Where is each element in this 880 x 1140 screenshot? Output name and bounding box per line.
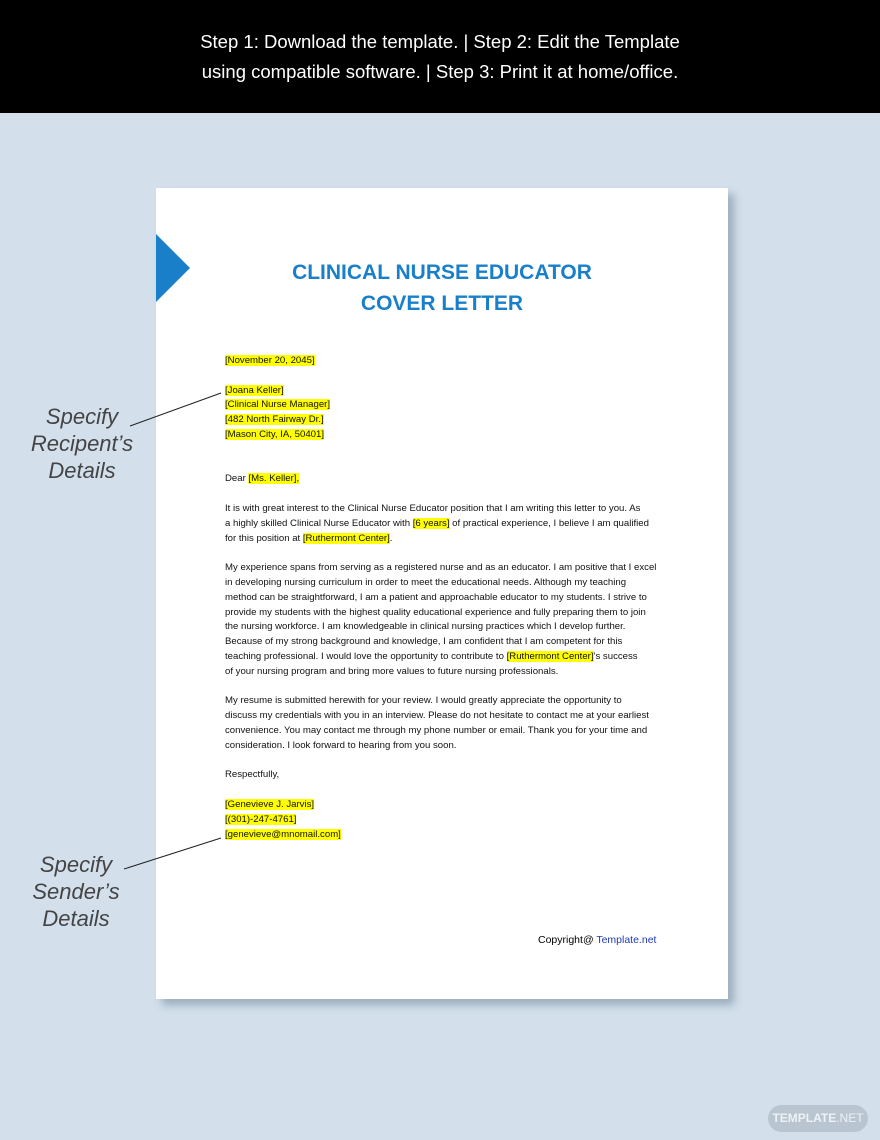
banner-line-2: using compatible software. | Step 3: Print it at home/office. <box>201 61 679 82</box>
copyright-label: Copyright@ <box>538 934 597 946</box>
title-line-1: CLINICAL NURSE EDUCATOR <box>292 261 592 284</box>
letter-text: My resume is submitted herewith for your review. I would greatly appreciate the opportunity to <box>225 695 622 707</box>
placeholder-field[interactable]: [Joana Keller] <box>225 384 284 396</box>
watermark-bold: TEMPLATE <box>772 1111 837 1125</box>
sender-annotation: Specify Sender’s Details <box>32 852 120 931</box>
letter-text: the nursing workforce. I am knowledgeable in clinical nursing practices which I develop further. <box>225 621 626 633</box>
letter-text: method can be straightforward, I am a patient and approachable educator to my students. I strive to <box>225 591 647 603</box>
letter-text: Respectfully, <box>225 769 280 781</box>
letter-text: of your nursing program and bring more values to future nursing professionals. <box>225 665 559 677</box>
placeholder-field[interactable]: [Ruthermont Center] <box>506 650 594 662</box>
title-line-2: COVER LETTER <box>360 292 524 315</box>
placeholder-field[interactable]: [Mason City, IA, 50401] <box>225 428 325 440</box>
letter-text: teaching professional. I would love the opportunity to contribute to <box>225 650 507 662</box>
letter-text: My experience spans from serving as a registered nurse and as an educator. I am positive that I excel <box>225 562 657 574</box>
placeholder-field[interactable]: [genevieve@mnomail.com] <box>225 828 341 840</box>
letter-text: Dear <box>225 473 249 485</box>
letter-text: convenience. You may contact me through my phone number or email. Thank you for your time and <box>225 724 648 736</box>
placeholder-field[interactable]: [Clinical Nurse Manager] <box>225 399 331 411</box>
letter-text: in developing nursing curriculum in order to meet the educational needs. Although my teaching <box>225 576 627 588</box>
watermark-rest: .NET <box>836 1111 864 1125</box>
letter-text: . <box>389 532 393 544</box>
letter-text: of practical experience, I believe I am qualified <box>449 517 649 529</box>
placeholder-field[interactable]: [Ms. Keller], <box>248 473 300 485</box>
letter-text: a highly skilled Clinical Nurse Educator with <box>225 517 413 529</box>
placeholder-field[interactable]: [6 years] <box>412 517 450 529</box>
placeholder-field[interactable]: [(301)-247-4761] <box>225 813 297 825</box>
letter-text: It is with great interest to the Clinical Nurse Educator position that I am writing this letter to you. As <box>225 502 641 514</box>
recipient-annotation: Specify Recipent’s Details <box>30 404 134 483</box>
letter-text: Because of my strong background and knowledge, I am confident that I am competent for this <box>225 636 623 648</box>
letter-text: ’s success <box>593 650 638 662</box>
placeholder-field[interactable]: [482 North Fairway Dr.] <box>225 414 324 426</box>
letter-text: discuss my credentials with you in an interview. Please do not hesitate to contact me at your earliest <box>225 710 649 722</box>
sender-leader-line <box>124 838 221 869</box>
template-net-watermark <box>768 1105 868 1132</box>
placeholder-field[interactable]: [November 20, 2045] <box>225 355 315 366</box>
placeholder-field[interactable]: [Genevieve J. Jarvis] <box>225 798 315 810</box>
placeholder-field[interactable]: [Ruthermont Center] <box>302 532 390 544</box>
copyright-link[interactable]: Template.net <box>596 934 657 946</box>
letter-text: consideration. I look forward to hearing from you soon. <box>225 739 457 751</box>
banner-line-1: Step 1: Download the template. | Step 2: Edit the Template <box>200 31 680 52</box>
letter-text: for this position at <box>225 532 303 544</box>
letter-text: provide my students with the highest quality educational experience and fully preparing them to join <box>225 606 646 618</box>
